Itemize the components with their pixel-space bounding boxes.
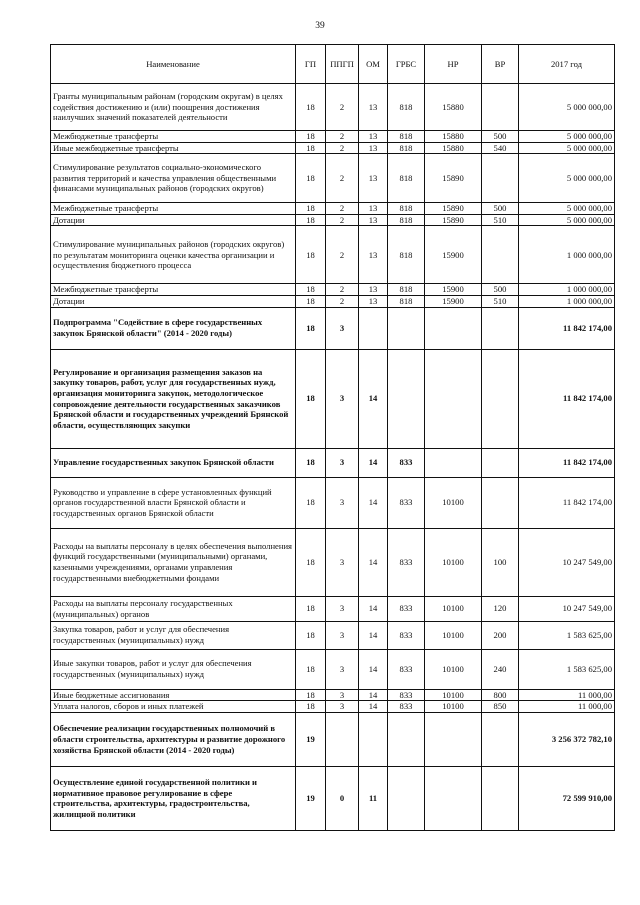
row-amount: 1 583 625,00	[519, 621, 615, 649]
row-vr	[482, 154, 519, 203]
row-nr	[425, 307, 482, 349]
row-amount: 1 000 000,00	[519, 295, 615, 307]
row-vr: 500	[482, 131, 519, 143]
table-row	[51, 154, 615, 203]
row-gp: 18	[296, 295, 326, 307]
col-header-vr: ВР	[482, 45, 519, 84]
row-nr: 15890	[425, 154, 482, 203]
budget-table	[50, 44, 615, 831]
row-ppgp: 3	[326, 307, 359, 349]
row-vr	[482, 712, 519, 766]
row-ppgp: 3	[326, 349, 359, 448]
row-amount: 5 000 000,00	[519, 84, 615, 131]
row-om: 13	[359, 84, 388, 131]
row-grbs: 818	[388, 295, 425, 307]
row-vr: 800	[482, 689, 519, 701]
row-gp: 18	[296, 448, 326, 477]
row-name: Руководство и управление в сфере установленных функций органов государственной власти Брянской области и государственных органов Брянской области	[51, 477, 296, 528]
table-row	[51, 649, 615, 689]
row-ppgp: 3	[326, 528, 359, 596]
row-ppgp: 2	[326, 84, 359, 131]
row-om	[359, 307, 388, 349]
row-amount: 5 000 000,00	[519, 154, 615, 203]
row-amount: 5 000 000,00	[519, 142, 615, 154]
row-gp: 18	[296, 84, 326, 131]
row-amount: 11 000,00	[519, 701, 615, 713]
row-om: 11	[359, 766, 388, 830]
row-gp: 18	[296, 131, 326, 143]
row-name: Дотации	[51, 295, 296, 307]
col-header-nr: НР	[425, 45, 482, 84]
row-om: 14	[359, 596, 388, 621]
table-row	[51, 131, 615, 143]
table-row	[51, 142, 615, 154]
row-ppgp: 3	[326, 621, 359, 649]
row-vr: 510	[482, 295, 519, 307]
table-row	[51, 448, 615, 477]
table-row	[51, 689, 615, 701]
row-amount: 1 000 000,00	[519, 226, 615, 284]
row-gp: 19	[296, 712, 326, 766]
row-om: 13	[359, 284, 388, 296]
row-nr: 10100	[425, 621, 482, 649]
row-gp: 18	[296, 226, 326, 284]
row-grbs: 833	[388, 649, 425, 689]
row-ppgp: 2	[326, 142, 359, 154]
row-amount: 11 842 174,00	[519, 307, 615, 349]
row-vr: 240	[482, 649, 519, 689]
row-name: Иные бюджетные ассигнования	[51, 689, 296, 701]
row-grbs: 833	[388, 689, 425, 701]
row-om: 14	[359, 448, 388, 477]
row-vr: 500	[482, 203, 519, 215]
row-amount: 5 000 000,00	[519, 203, 615, 215]
row-vr	[482, 226, 519, 284]
row-gp: 18	[296, 621, 326, 649]
row-grbs: 818	[388, 131, 425, 143]
row-ppgp: 2	[326, 226, 359, 284]
row-grbs: 818	[388, 214, 425, 226]
row-gp: 18	[296, 689, 326, 701]
row-amount: 72 599 910,00	[519, 766, 615, 830]
row-amount: 11 842 174,00	[519, 448, 615, 477]
row-vr	[482, 766, 519, 830]
row-vr: 100	[482, 528, 519, 596]
row-ppgp: 2	[326, 295, 359, 307]
row-grbs: 833	[388, 477, 425, 528]
row-vr: 540	[482, 142, 519, 154]
table-row	[51, 203, 615, 215]
row-name: Расходы на выплаты персоналу в целях обеспечения выполнения функций государственными (муниципальными) органами, казенными учреждениями, органами управления государственными внебюджетными фондами	[51, 528, 296, 596]
row-gp: 18	[296, 214, 326, 226]
row-nr: 15890	[425, 214, 482, 226]
row-gp: 18	[296, 596, 326, 621]
row-amount: 11 842 174,00	[519, 349, 615, 448]
row-name: Гранты муниципальным районам (городским округам) в целях содействия достижению и (или) поощрения достижения наилучших значений показателей деятельности	[51, 84, 296, 131]
table-row	[51, 596, 615, 621]
row-nr: 15880	[425, 84, 482, 131]
row-grbs: 818	[388, 203, 425, 215]
table-row	[51, 84, 615, 131]
row-nr: 10100	[425, 528, 482, 596]
row-vr: 500	[482, 284, 519, 296]
table-row	[51, 295, 615, 307]
row-ppgp: 3	[326, 477, 359, 528]
row-ppgp: 3	[326, 701, 359, 713]
row-amount: 11 000,00	[519, 689, 615, 701]
row-name: Регулирование и организация размещения заказов на закупку товаров, работ, услуг для государственных нужд, организация мониторинга закупок, методологическое сопровождение деятельности государственных заказчиков Брянской области и государственных учреждений Брянской области, осуществляющих закупки	[51, 349, 296, 448]
row-ppgp: 3	[326, 649, 359, 689]
row-amount: 5 000 000,00	[519, 131, 615, 143]
row-name: Расходы на выплаты персоналу государственных (муниципальных) органов	[51, 596, 296, 621]
row-vr: 200	[482, 621, 519, 649]
row-om: 13	[359, 203, 388, 215]
row-grbs	[388, 349, 425, 448]
row-ppgp: 2	[326, 154, 359, 203]
row-amount: 10 247 549,00	[519, 596, 615, 621]
row-om: 14	[359, 689, 388, 701]
table-row	[51, 701, 615, 713]
row-nr	[425, 766, 482, 830]
row-name: Стимулирование результатов социально-экономического развития территорий и качества управления общественными финансами муниципальных районов (городских округов)	[51, 154, 296, 203]
row-grbs	[388, 307, 425, 349]
row-name: Подпрограмма "Содействие в сфере государственных закупок Брянской области" (2014 - 2020 годы)	[51, 307, 296, 349]
row-om: 14	[359, 477, 388, 528]
col-header-amount: 2017 год	[519, 45, 615, 84]
row-name: Иные межбюджетные трансферты	[51, 142, 296, 154]
row-ppgp: 3	[326, 689, 359, 701]
row-ppgp: 2	[326, 214, 359, 226]
row-om: 14	[359, 621, 388, 649]
table-row	[51, 528, 615, 596]
row-grbs: 818	[388, 154, 425, 203]
row-om: 13	[359, 142, 388, 154]
row-gp: 18	[296, 307, 326, 349]
row-nr	[425, 349, 482, 448]
row-om: 14	[359, 701, 388, 713]
row-om: 14	[359, 349, 388, 448]
row-gp: 18	[296, 528, 326, 596]
row-amount: 11 842 174,00	[519, 477, 615, 528]
row-om: 13	[359, 295, 388, 307]
table-row	[51, 712, 615, 766]
row-grbs: 833	[388, 621, 425, 649]
row-gp: 18	[296, 203, 326, 215]
row-grbs: 818	[388, 142, 425, 154]
col-header-om: ОМ	[359, 45, 388, 84]
row-amount: 5 000 000,00	[519, 214, 615, 226]
row-nr: 15900	[425, 284, 482, 296]
row-ppgp	[326, 712, 359, 766]
row-name: Осуществление единой государственной политики и нормативное правовое регулирование в сфере строительства, архитектуры, градостроительства, жилищной политики	[51, 766, 296, 830]
row-grbs: 833	[388, 701, 425, 713]
row-vr	[482, 448, 519, 477]
row-gp: 18	[296, 154, 326, 203]
row-om	[359, 712, 388, 766]
row-om: 13	[359, 131, 388, 143]
table-row	[51, 621, 615, 649]
row-om: 13	[359, 154, 388, 203]
table-row	[51, 477, 615, 528]
row-name: Закупка товаров, работ и услуг для обеспечения государственных (муниципальных) нужд	[51, 621, 296, 649]
row-amount: 3 256 372 782,10	[519, 712, 615, 766]
row-grbs	[388, 712, 425, 766]
row-gp: 18	[296, 284, 326, 296]
row-vr: 120	[482, 596, 519, 621]
page-number: 39	[315, 21, 325, 31]
row-amount: 10 247 549,00	[519, 528, 615, 596]
row-gp: 18	[296, 349, 326, 448]
row-amount: 1 583 625,00	[519, 649, 615, 689]
table-row	[51, 214, 615, 226]
table-row	[51, 226, 615, 284]
row-name: Обеспечение реализации государственных полномочий в области строительства, архитектуры и развитие дорожного хозяйства Брянской области (2014 - 2020 годы)	[51, 712, 296, 766]
row-om: 14	[359, 528, 388, 596]
table-row	[51, 284, 615, 296]
table-row	[51, 307, 615, 349]
row-grbs: 833	[388, 528, 425, 596]
row-gp: 18	[296, 477, 326, 528]
row-vr: 850	[482, 701, 519, 713]
col-header-gp: ГП	[296, 45, 326, 84]
row-nr: 15900	[425, 295, 482, 307]
row-nr: 10100	[425, 649, 482, 689]
row-ppgp: 0	[326, 766, 359, 830]
row-ppgp: 2	[326, 203, 359, 215]
row-name: Межбюджетные трансферты	[51, 131, 296, 143]
row-om: 13	[359, 226, 388, 284]
row-vr	[482, 349, 519, 448]
row-nr: 15900	[425, 226, 482, 284]
col-header-grbs: ГРБС	[388, 45, 425, 84]
row-nr: 15880	[425, 142, 482, 154]
row-nr: 10100	[425, 701, 482, 713]
row-name: Уплата налогов, сборов и иных платежей	[51, 701, 296, 713]
row-name: Межбюджетные трансферты	[51, 284, 296, 296]
row-om: 14	[359, 649, 388, 689]
row-om: 13	[359, 214, 388, 226]
row-gp: 18	[296, 701, 326, 713]
table-row	[51, 766, 615, 830]
row-name: Межбюджетные трансферты	[51, 203, 296, 215]
row-gp: 19	[296, 766, 326, 830]
row-vr	[482, 307, 519, 349]
row-grbs: 818	[388, 84, 425, 131]
row-grbs: 818	[388, 284, 425, 296]
row-vr	[482, 84, 519, 131]
row-nr: 10100	[425, 689, 482, 701]
row-nr	[425, 712, 482, 766]
row-grbs: 833	[388, 448, 425, 477]
row-nr: 15880	[425, 131, 482, 143]
row-vr: 510	[482, 214, 519, 226]
col-header-ppgp: ППГП	[326, 45, 359, 84]
header-row	[51, 45, 615, 84]
row-gp: 18	[296, 649, 326, 689]
row-grbs: 833	[388, 596, 425, 621]
row-name: Управление государственных закупок Брянской области	[51, 448, 296, 477]
row-ppgp: 3	[326, 596, 359, 621]
row-nr: 10100	[425, 477, 482, 528]
row-ppgp: 3	[326, 448, 359, 477]
row-grbs: 818	[388, 226, 425, 284]
row-ppgp: 2	[326, 131, 359, 143]
row-vr	[482, 477, 519, 528]
col-header-name: Наименование	[51, 45, 296, 84]
row-name: Стимулирование муниципальных районов (городских округов) по результатам мониторинга оценки качества организации и осуществления бюджетного процесса	[51, 226, 296, 284]
row-ppgp: 2	[326, 284, 359, 296]
row-name: Иные закупки товаров, работ и услуг для обеспечения государственных (муниципальных) нужд	[51, 649, 296, 689]
row-nr	[425, 448, 482, 477]
row-name: Дотации	[51, 214, 296, 226]
row-amount: 1 000 000,00	[519, 284, 615, 296]
row-nr: 15890	[425, 203, 482, 215]
row-grbs	[388, 766, 425, 830]
row-gp: 18	[296, 142, 326, 154]
table-row	[51, 349, 615, 448]
row-nr: 10100	[425, 596, 482, 621]
